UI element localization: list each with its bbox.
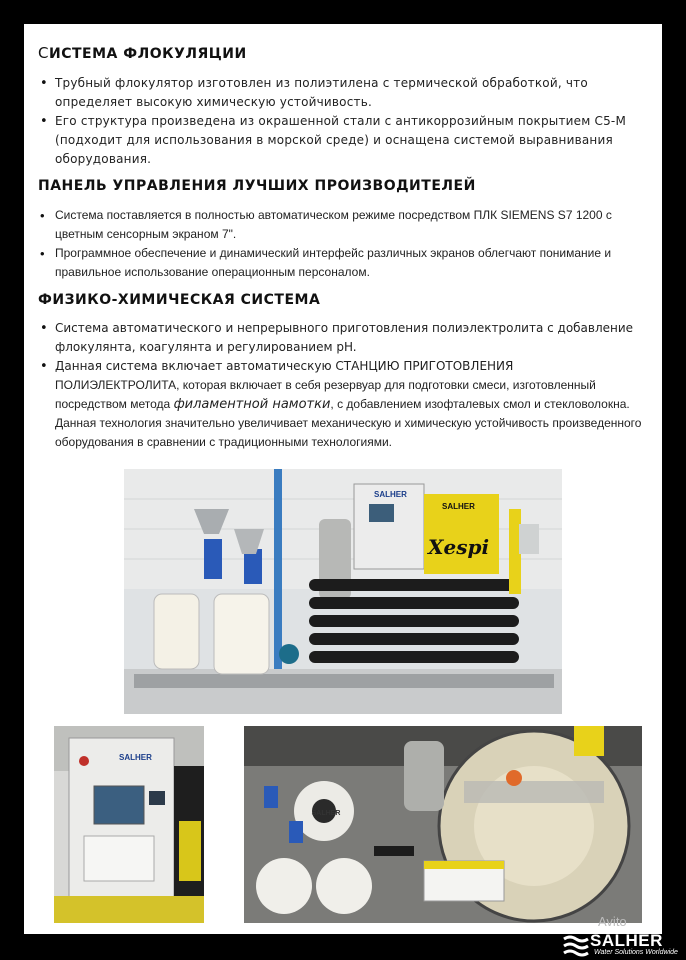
- list-item: • Система поставляется в полностью автоматическом режиме посредством ПЛК SIEMENS S7 1200 с цветным сенсорным экраном 7".: [38, 206, 648, 244]
- salher-logo: [560, 930, 680, 960]
- cabinet-brand-label: SALHER: [374, 490, 407, 499]
- section-title-control-panel: ПАНЕЛЬ УПРАВЛЕНИЯ ЛУЧШИХ ПРОИЗВОДИТЕЛЕЙ: [38, 178, 476, 194]
- list-item: • Трубный флокулятор изготовлен из полиэтилена с термической обработкой, что определяет высокую химическую устойчивость.: [38, 74, 658, 112]
- list-item: • Система автоматического и непрерывного приготовления полиэлектролита с добавление флокулянта, коагулянта и регулированием pH.: [38, 319, 650, 357]
- model-label: Xespi: [428, 535, 490, 559]
- brand-label: SALHER: [442, 502, 475, 511]
- logo-wave-icon: [562, 933, 590, 957]
- list-item: • Данная система включает автоматическую СТАНЦИЮ ПРИГОТОВЛЕНИЯ ПОЛИЭЛЕКТРОЛИТА, которая включает в себя резервуар для подготовки смеси, изготовленный посредством метода филаментной намотки, с добавлением изофталевых смол и стекловолокна. Данная технология значительно увеличивает механическую и химическую устойчивость произведенного оборудования в сравнении с традиционными технологиями.: [38, 357, 650, 452]
- flocculation-list: [38, 74, 658, 169]
- control-panel-list: [38, 206, 648, 282]
- emphasis-filament-winding: филаментной намотки: [173, 397, 331, 412]
- photo-flocculation-unit: [124, 469, 562, 714]
- list-item: • Программное обеспечение и динамический интерфейс различных экранов облегчают понимание и правильное использование операционным персоналом.: [38, 244, 648, 282]
- section-title-flocculation: СИСТЕМА ФЛОКУЛЯЦИИ: [38, 44, 247, 62]
- logo-tagline: Water Solutions Worldwide: [594, 949, 678, 956]
- watermark: Avito: [598, 914, 627, 929]
- photo-preparation-station: [244, 726, 642, 923]
- photo-control-panel: [54, 726, 204, 923]
- logo-word: SALHER: [590, 931, 663, 950]
- tank-brand-label: SALHER: [311, 810, 341, 817]
- document-page: [24, 24, 662, 934]
- panel-brand-label: SALHER: [119, 753, 152, 762]
- list-item: • Его структура произведена из окрашенной стали с антикоррозийным покрытием C5-M (подходит для использования в морской среде) и оснащена системой выравнивания оборудования.: [38, 112, 658, 169]
- physchem-list: [38, 319, 650, 452]
- section-title-physchem: ФИЗИКО-ХИМИЧЕСКАЯ СИСТЕМА: [38, 292, 321, 308]
